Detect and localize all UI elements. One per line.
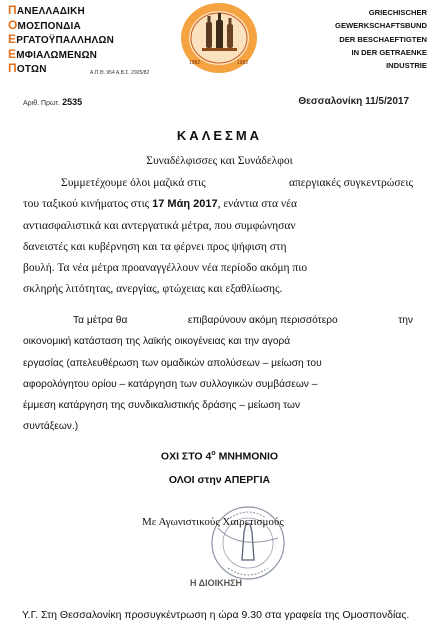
federation-name-line: GRIECHISCHER	[368, 8, 427, 17]
strike-date: 17 Μάη 2017	[152, 198, 218, 211]
paragraph-2	[23, 310, 413, 438]
paragraph-line: οικονομική κατάσταση της λαϊκής οικογένειας και την αγορά	[23, 336, 291, 348]
federation-logo	[176, 0, 262, 78]
paragraph-line: Συμμετέχουμε όλοι μαζικά στις απεργιακές συγκεντρώσεις	[61, 177, 413, 189]
paragraph-line: αφορολόγητου ορίου – κατάργηση των συλλογικών συμβάσεων –	[23, 378, 318, 390]
paragraph-line: εργασίας (απελευθέρωση των ομαδικών απολύσεων – μείωση του	[23, 357, 322, 369]
federation-name-line: ΠΟΤΩΝ	[8, 61, 47, 76]
federation-name-line: ΕΡΓΑΤΟΫΠΑΛΛΗΛΩΝ	[8, 32, 115, 47]
protocol-number	[23, 97, 82, 107]
protocol-value: 2535	[62, 97, 83, 107]
slogan-no-memorandum: ΟΧΙ ΣΤΟ $4^o$ ΜΝΗΜΟΝΙΟ	[160, 450, 279, 463]
document-date: Θεσσαλονίκη 11/5/2017	[298, 96, 409, 107]
slogan-all-strike: ΟΛΟΙ στην ΑΠΕΡΓΙΑ	[168, 474, 271, 486]
paragraph-line: σκληρής λιτότητας, ανεργίας, φτώχειας και εξαθλίωσης.	[23, 283, 283, 296]
federation-name-line: IN DER GETRAENKE	[351, 47, 427, 57]
paragraph-line: του ταξικού κινήματος στις 17 Μάη 2017, ενάντια στα νέα	[23, 198, 297, 211]
paragraph-line: αντιασφαλιστικά και αντεργατικά μέτρα, που συμφώνησαν	[23, 219, 296, 232]
svg-text:1982: 1982	[237, 60, 249, 66]
federation-name-line: GEWERKSCHAFTSBUND	[335, 21, 427, 31]
document-title: ΚΑΛΕΣΜΑ	[176, 128, 263, 143]
svg-text:1982: 1982	[189, 60, 201, 66]
paragraph-line: βουλή. Τα νέα μέτρα προαναγγέλλουν νέα περίοδο ακόμη πιο	[23, 262, 308, 275]
federation-name-german	[287, 6, 427, 72]
federation-name-line: ΟΜΟΣΠΟΝΔΙΑ	[8, 17, 81, 32]
federation-name-line: INDUSTRIE	[386, 61, 427, 71]
federation-name-line: ΕΜΦΙΑΛΩΜΕΝΩΝ	[8, 46, 98, 61]
postscript: Υ.Γ. Στη Θεσσαλονίκη προσυγκέντρωση η ώρα 9.30 στα γραφεία της Ομοσπονδίας.	[22, 609, 410, 621]
paragraph-line: δανειστές και κυβέρνηση και τα φέρνει προς ψήφιση στη	[23, 240, 287, 253]
paragraph-line: έμμεση κατάργηση της συνδικαλιστικής δράσης – μείωση των	[23, 400, 301, 412]
closing-greeting: Με Αγωνιστικούς Χαιρετισμούς	[142, 516, 284, 528]
paragraph-line: συντάξεων.)	[23, 421, 79, 433]
salutation: Συναδέλφισσες και Συνάδελφοι	[146, 155, 293, 167]
federation-name-line: DER BESCHAEFTIGTEN	[339, 34, 427, 44]
federation-name-line: ΠΑΝΕΛΛΑΔΙΚΗ	[8, 3, 85, 17]
federation-name-greek	[8, 4, 168, 77]
signature-board: Η ΔΙΟΙΚΗΣΗ	[190, 578, 243, 588]
protocol-label: Αριθ. Πρωτ.	[23, 100, 61, 107]
paragraph-1	[23, 173, 413, 301]
paragraph-line: Τα μέτρα θα επιβαρύνουν ακόμη περισσότερο την	[73, 315, 413, 326]
registration-number: Α.Π.Θ. 954 Α.Β.Σ. 2925/82	[90, 70, 150, 76]
